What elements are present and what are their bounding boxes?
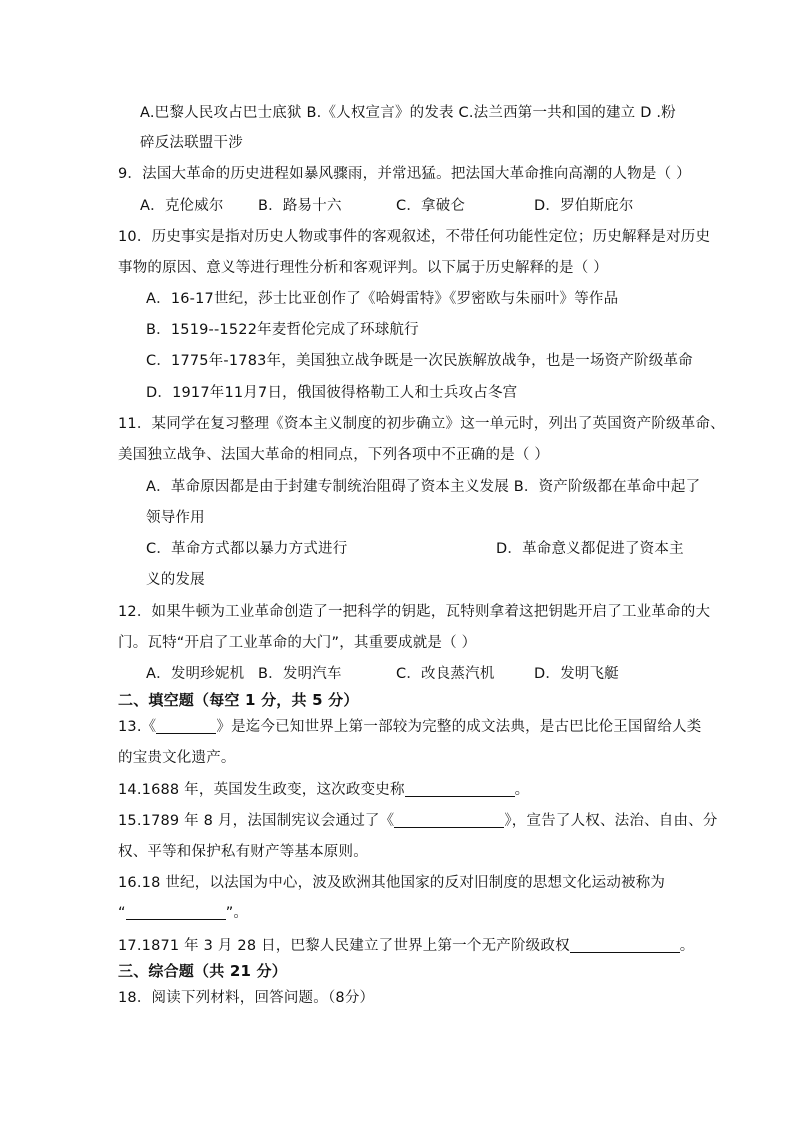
q12-option-d: D．发明飞艇 [534,666,619,682]
section3-heading: 三、综合题（共 21 分） [118,962,287,980]
q14-suffix: 。 [514,782,530,798]
q10-option-c: C．1775年-1783年，美国独立战争既是一次民族解放战争，也是一场资产阶级革命 [146,353,693,369]
q9-stem: 9．法国大革命的历史进程如暴风骤雨，并常迅猛。把法国大革命推向高潮的人物是（ ） [118,166,691,182]
q13-prefix: 13.《 [118,719,157,735]
q9-option-d: D．罗伯斯庇尔 [534,198,634,214]
q15-line2: 权、平等和保护私有财产等基本原则。 [118,844,368,860]
q9-option-a: A．克伦威尔 [140,198,224,214]
q15-blank[interactable] [394,813,504,828]
q8-options-line1: A.巴黎人民攻占巴士底狱 B.《人权宣言》的发表 C.法兰西第一共和国的建立 D .粉 [140,105,676,121]
q15-suffix: 》，宣告了人权、法治、自由、分 [504,813,718,829]
q10-option-a: A．16-17世纪，莎士比亚创作了《哈姆雷特》《罗密欧与朱丽叶》等作品 [146,291,619,307]
q16-suffix: ”。 [225,905,249,921]
q17-line [118,936,694,956]
q10-option-b: B．1519--1522年麦哲伦完成了环球航行 [146,322,419,338]
q16-line2 [118,903,248,923]
q11-option-ab: A．革命原因都是由于封建专制统治阻碍了资本主义发展 B．资产阶级都在革命中起了 [146,479,701,495]
q11-option-c: C．革命方式都以暴力方式进行 [146,541,348,557]
q10-option-d: D．1917年11月7日，俄国彼得格勒工人和士兵攻占冬宫 [146,385,518,401]
q12-option-b: B．发明汽车 [258,666,342,682]
q11-option-d: D．革命意义都促进了资本主 [496,541,684,557]
q14-blank[interactable] [405,782,515,797]
q11-option-b-cont: 领导作用 [146,510,205,526]
q10-stem-line2: 事物的原因、意义等进行理性分析和客观评判。以下属于历史解释的是（ ） [118,260,608,276]
q12-stem-line2: 门。瓦特“开启了工业革命的大门”，其重要成就是（ ） [118,635,477,651]
q16-line1: 16.18 世纪，以法国为中心，波及欧洲其他国家的反对旧制度的思想文化运动被称为 [118,875,666,891]
section2-heading: 二、填空题（每空 1 分，共 5 分） [118,691,359,709]
q13-line1 [118,717,701,737]
q9-option-c: C．拿破仑 [396,198,466,214]
q16-blank[interactable] [126,905,226,920]
q12-stem-line1: 12．如果牛顿为工业革命创造了一把科学的钥匙，瓦特则拿着这把钥匙开启了工业革命的大 [118,604,711,620]
q15-prefix: 15.1789 年 8 月，法国制宪议会通过了《 [118,813,395,829]
q12-option-a: A．发明珍妮机 [146,666,245,682]
q13-suffix: 》是迄今已知世界上第一部较为完整的成文法典，是古巴比伦王国留给人类 [216,719,702,735]
q15-line1 [118,811,718,831]
q12-option-c: C．改良蒸汽机 [396,666,495,682]
q11-option-d-cont: 义的发展 [146,572,205,588]
q17-blank[interactable] [570,938,680,953]
q8-options-line2: 碎反法联盟干涉 [140,135,243,151]
q11-stem-line2: 美国独立战争、法国大革命的相同点，下列各项中不正确的是（ ） [118,447,550,463]
q13-line2: 的宝贵文化遗产。 [118,750,236,766]
q11-stem-line1: 11．某同学在复习整理《资本主义制度的初步确立》这一单元时，列出了英国资产阶级革命、 [118,416,725,432]
q13-blank[interactable] [156,719,216,734]
q10-stem-line1: 10．历史事实是指对历史人物或事件的客观叙述，不带任何功能性定位；历史解释是对历史 [118,229,711,245]
q9-option-b: B．路易十六 [258,198,342,214]
q17-prefix: 17.1871 年 3 月 28 日，巴黎人民建立了世界上第一个无产阶级政权 [118,938,570,954]
q14-prefix: 14.1688 年，英国发生政变，这次政变史称 [118,782,405,798]
q17-suffix: 。 [679,938,695,954]
q16-prefix: “ [118,905,126,921]
q18-stem: 18．阅读下列材料，回答问题。（8分） [118,990,375,1006]
q14-line [118,780,529,800]
